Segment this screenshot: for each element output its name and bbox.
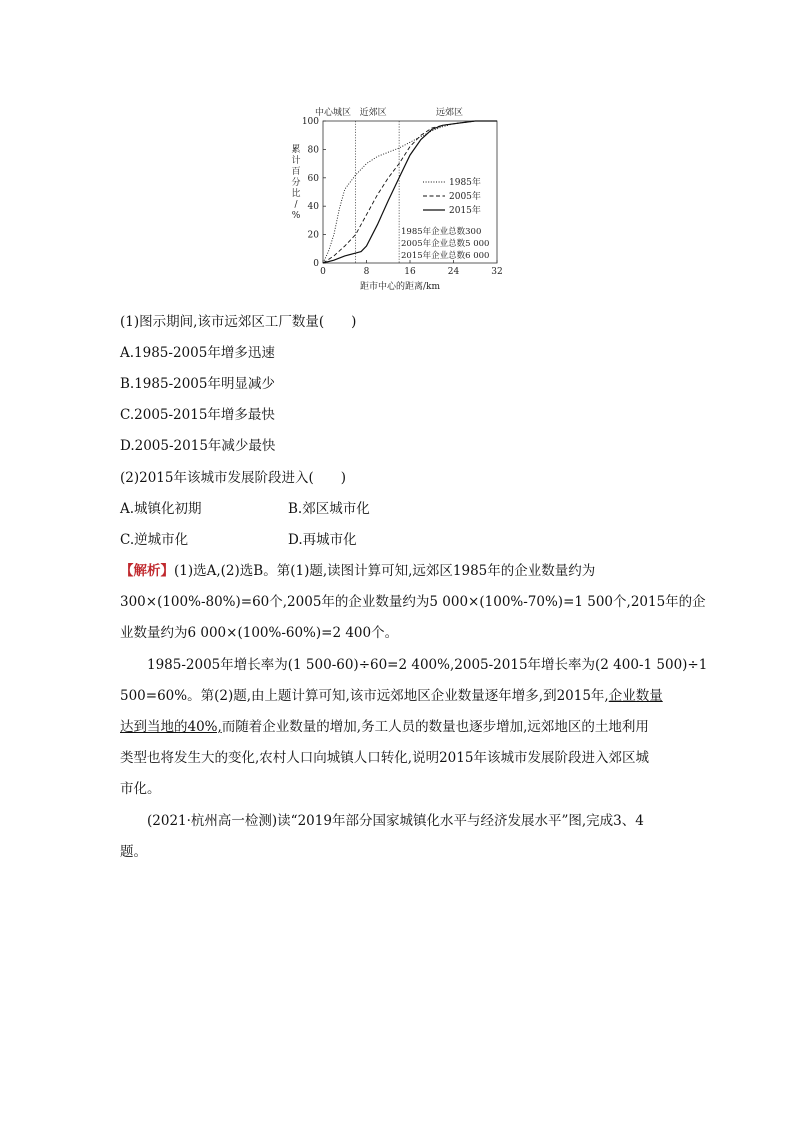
analysis-p2-text-3a: 达到当地的40%, <box>120 719 222 735</box>
analysis-p2-text-2a: 500=60%。第(2)题,由上题计算可知,该市远郊地区企业数量逐年增多,到2015年, <box>120 688 609 704</box>
y-axis-label: 累计百分比/ % <box>291 145 301 221</box>
question-1-option-d[interactable]: D.2005-2015年减少最快 <box>120 438 276 454</box>
annotation-2: 2005年企业总数5 000 <box>401 239 490 249</box>
y-tick-label-1: 20 <box>307 230 319 241</box>
analysis-p2-line-4: 类型也将发生大的变化,农村人口向城镇人口转化,说明2015年该城市发展阶段进入郊区城 <box>120 750 649 766</box>
analysis-p2-line-1: 1985-2005年增长率为(1 500-60)÷60=2 400%,2005-2015年增长率为(2 400-1 500)÷1 <box>147 657 708 673</box>
analysis-p2-text-2b: 企业数量 <box>608 688 663 704</box>
analysis-p2-line-3 <box>120 718 649 736</box>
question-1-option-c[interactable]: C.2005-2015年增多最快 <box>120 407 275 423</box>
question-2-option-a[interactable]: A.城镇化初期 <box>120 501 202 517</box>
next-question-line-2: 题。 <box>120 844 147 860</box>
analysis-label: 【解析】 <box>120 563 174 579</box>
x-tick-label-0: 0 <box>320 267 326 277</box>
y-tick-label-5: 100 <box>301 117 319 127</box>
x-tick-label-3: 24 <box>447 267 460 277</box>
annotation-1: 1985年企业总数300 <box>401 227 482 237</box>
analysis-p2-line-2 <box>120 687 663 705</box>
zone-label-1: 中心城区 <box>315 108 352 118</box>
analysis-p2-line-5: 市化。 <box>120 781 161 797</box>
analysis-line-2: 300×(100%-80%)=60个,2005年的企业数量约为5 000×(100%-70%)=1 500个,2015年的企 <box>120 594 706 610</box>
x-axis-label: 距市中心的距离/km <box>359 282 441 292</box>
analysis-text-1: (1)选A,(2)选B。第(1)题,读图计算可知,远郊区1985年的企业数量约为 <box>174 563 596 579</box>
y-tick-label-2: 40 <box>307 202 319 213</box>
question-1-option-a[interactable]: A.1985-2005年增多迅速 <box>120 345 275 361</box>
legend-label-1: 1985年 <box>449 178 481 188</box>
x-tick-label-1: 8 <box>363 267 370 277</box>
x-tick-label-4: 32 <box>491 267 503 277</box>
question-2-option-d[interactable]: D.再城市化 <box>288 532 357 548</box>
question-2-option-b[interactable]: B.郊区城市化 <box>288 501 370 517</box>
question-1-stem: (1)图示期间,该市远郊区工厂数量( ) <box>120 314 357 330</box>
cumulative-percentage-chart <box>280 100 510 300</box>
y-tick-label-3: 60 <box>307 173 319 184</box>
question-2-option-c[interactable]: C.逆城市化 <box>120 532 189 548</box>
question-1-option-b[interactable]: B.1985-2005年明显减少 <box>120 376 275 392</box>
analysis-line-3: 业数量约为6 000×(100%-60%)=2 400个。 <box>120 625 399 641</box>
y-tick-label-0: 0 <box>313 259 319 269</box>
zone-label-2: 近郊区 <box>359 108 387 118</box>
y-tick-label-4: 80 <box>307 145 319 156</box>
legend-label-3: 2015年 <box>449 206 481 216</box>
x-tick-label-2: 16 <box>404 267 416 277</box>
zone-label-3: 远郊区 <box>435 108 464 118</box>
next-question-line-1: (2021·杭州高一检测)读“2019年部分国家城镇化水平与经济发展水平”图,完成3、4 <box>147 813 644 829</box>
annotation-3: 2015年企业总数6 000 <box>401 251 490 261</box>
legend-label-2: 2005年 <box>449 192 481 202</box>
question-2-stem: (2)2015年该城市发展阶段进入( ) <box>120 470 347 486</box>
analysis-line-1 <box>120 562 595 580</box>
analysis-p2-text-3b: 而随着企业数量的增加,务工人员的数量也逐步增加,远郊地区的土地利用 <box>221 719 649 735</box>
